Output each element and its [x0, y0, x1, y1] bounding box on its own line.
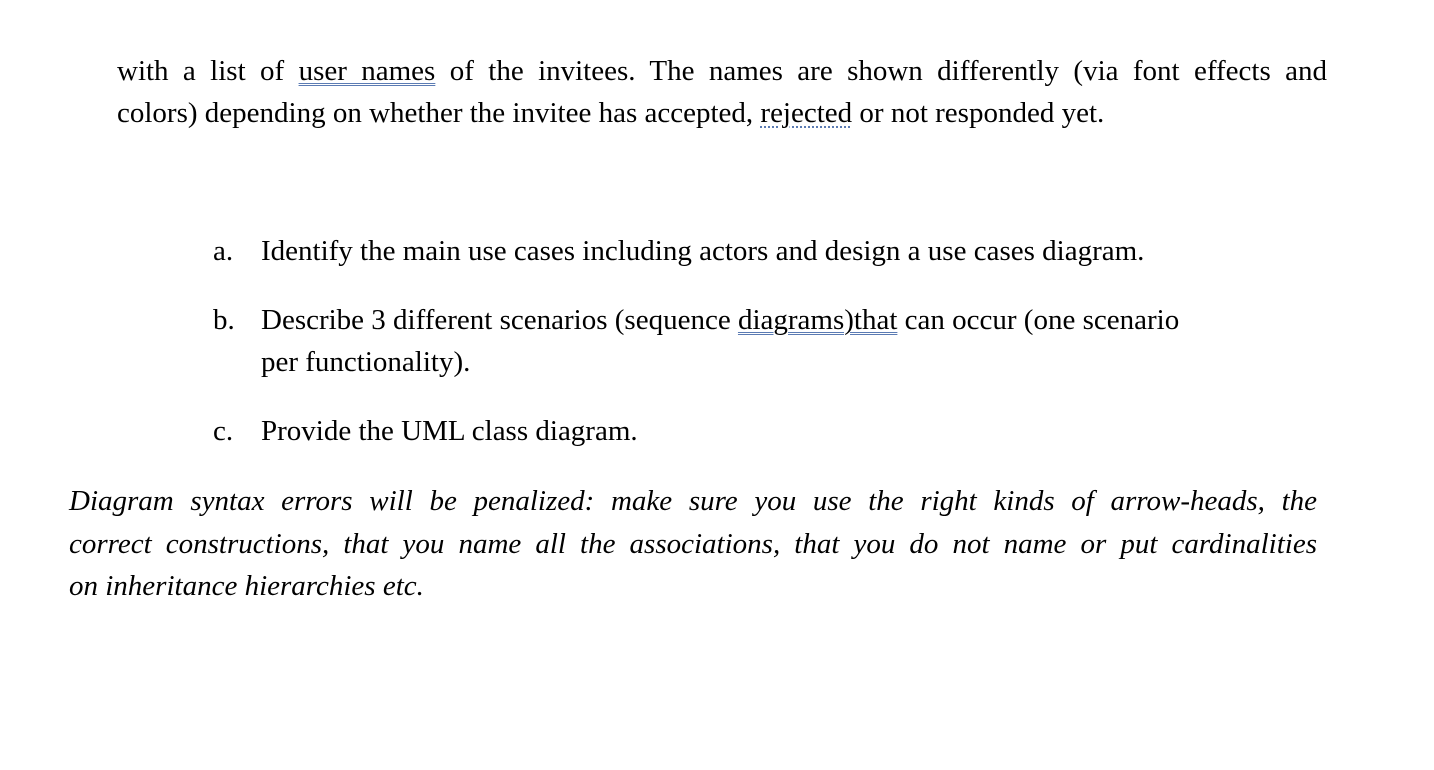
question-text-after: can occur (one scenario	[897, 304, 1180, 336]
grammar-flag-user-names[interactable]: user names	[298, 55, 436, 87]
question-text-line-2: per functionality).	[261, 346, 471, 378]
intro-line-1-text-after: of the invitees. The names are shown differently (via font effects and	[435, 55, 1327, 87]
list-marker: c.	[213, 415, 234, 447]
question-text: Provide the UML class diagram.	[261, 415, 638, 447]
intro-line-2-text-after: or not responded yet.	[852, 97, 1105, 129]
question-item-a	[213, 230, 1293, 272]
intro-paragraph	[117, 50, 1327, 134]
note-line-2: correct constructions, that you name all the associations, that you do not name or put cardinalities	[69, 527, 1317, 560]
intro-line-2-text-before: colors) depending on whether the invitee has accepted,	[117, 97, 761, 129]
list-marker: a.	[213, 235, 234, 267]
note-line-1: Diagram syntax errors will be penalized: make sure you use the right kinds of arrow-heads, the	[69, 485, 1317, 517]
question-item-b	[213, 299, 1293, 383]
spelling-flag-rejected[interactable]: rejected	[760, 97, 853, 129]
intro-line-1	[117, 50, 1327, 92]
note-line-3: on inheritance hierarchies etc.	[69, 570, 424, 602]
question-list	[213, 230, 1293, 479]
question-text: Identify the main use cases including actors and design a use cases diagram.	[261, 235, 1145, 267]
list-marker: b.	[213, 304, 235, 336]
grading-note	[69, 480, 1317, 608]
question-text-before: Describe 3 different scenarios (sequence	[261, 304, 738, 336]
grammar-flag-diagrams-that[interactable]: diagrams)that	[737, 304, 898, 336]
question-item-c	[213, 410, 1293, 452]
question-text	[261, 299, 1293, 383]
intro-line-2	[117, 92, 1327, 134]
intro-line-1-text-before: with a list of	[117, 55, 299, 87]
